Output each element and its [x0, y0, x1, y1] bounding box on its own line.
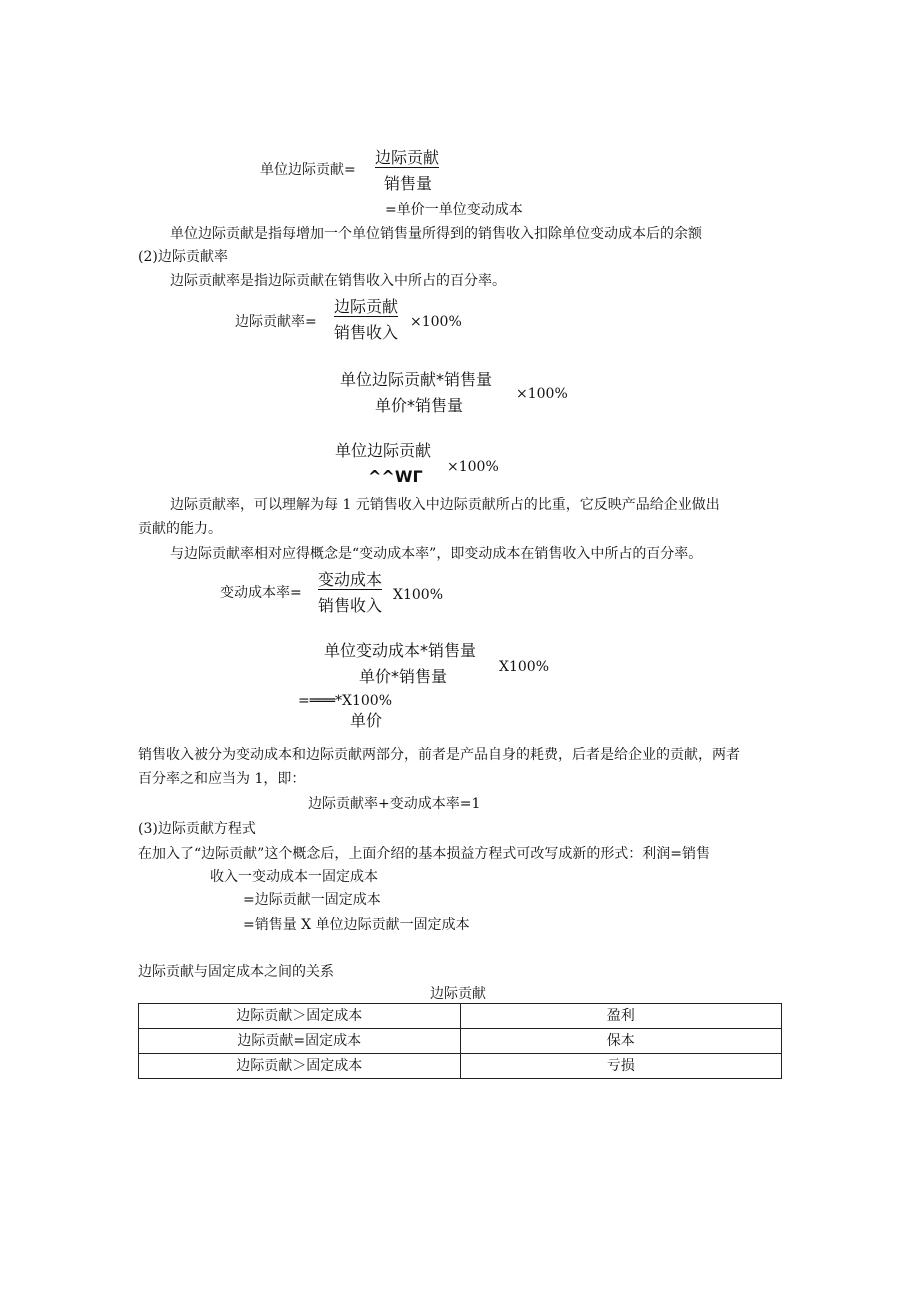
table-caption: 边际贡献	[430, 986, 486, 1002]
variable-rate-times: X100%	[393, 587, 443, 603]
table-cell-condition: 边际贡献＞固定成本	[139, 1004, 461, 1029]
cost-split-line2: 百分率之和应当为 1，即：	[138, 771, 306, 787]
table-cell-result: 亏损	[460, 1054, 782, 1079]
variable-rate-definition: 与边际贡献率相对应得概念是“变动成本率”，即变动成本在销售收入中所占的百分率。	[170, 546, 703, 562]
margin-rate-denominator: 销售收入	[334, 323, 399, 342]
variable-rate-step2-denominator: 单价*销售量	[359, 667, 448, 686]
variable-rate-step3-line: =═══*X100%	[298, 693, 393, 709]
table-row	[139, 1054, 782, 1079]
unit-margin-numerator: 边际贡献	[375, 148, 440, 167]
variable-rate-formula-label: 变动成本率=	[220, 585, 302, 601]
unit-margin-formula-label: 单位边际贡献=	[260, 162, 356, 178]
table-row	[139, 1029, 782, 1054]
heading-margin-equation: (3)边际贡献方程式	[138, 821, 256, 837]
relationship-section-title: 边际贡献与固定成本之间的关系	[138, 964, 334, 980]
relationship-table	[138, 1003, 782, 1079]
rate-sum-formula: 边际贡献率+变动成本率=1	[308, 796, 481, 812]
equation-line-3: =销售量 X 单位边际贡献一固定成本	[243, 917, 470, 933]
margin-rate-meaning-line1: 边际贡献率，可以理解为每 1 元销售收入中边际贡献所占的比重，它反映产品给企业做出	[170, 497, 720, 513]
unit-margin-result: =单价一单位变动成本	[385, 202, 523, 218]
heading-margin-rate: (2)边际贡献率	[138, 249, 228, 265]
variable-rate-denominator: 销售收入	[318, 596, 383, 615]
table-cell-result: 保本	[460, 1029, 782, 1054]
margin-rate-step2-times: ×100%	[516, 386, 568, 402]
margin-rate-numerator: 边际贡献	[334, 297, 399, 316]
table-cell-condition: 边际贡献=固定成本	[139, 1029, 461, 1054]
unit-margin-denominator: 销售量	[384, 174, 433, 193]
unit-margin-definition: 单位边际贡献是指每增加一个单位销售量所得到的销售收入扣除单位变动成本后的余额	[170, 226, 702, 242]
variable-rate-step2-times: X100%	[499, 659, 549, 675]
cost-split-line1: 销售收入被分为变动成本和边际贡献两部分，前者是产品自身的耗费，后者是给企业的贡献，两者	[138, 747, 740, 763]
table-cell-result: 盈利	[460, 1004, 782, 1029]
variable-rate-step3-denominator: 单价	[350, 711, 383, 730]
margin-rate-meaning-line2: 贡献的能力。	[138, 521, 222, 537]
margin-rate-step3-denominator: ^^WΓ	[368, 467, 423, 486]
equation-intro-line2: 收入一变动成本一固定成本	[210, 869, 378, 885]
margin-rate-step2-denominator: 单价*销售量	[375, 396, 464, 415]
margin-rate-times: ×100%	[410, 314, 462, 330]
margin-rate-step3-times: ×100%	[447, 459, 499, 475]
equation-intro-line1: 在加入了“边际贡献”这个概念后，上面介绍的基本损益方程式可改写成新的形式：利润=销售	[138, 846, 711, 862]
margin-rate-definition: 边际贡献率是指边际贡献在销售收入中所占的百分率。	[170, 273, 506, 289]
equation-line-2: =边际贡献一固定成本	[243, 892, 381, 908]
variable-rate-step2-numerator: 单位变动成本*销售量	[324, 641, 477, 660]
table-cell-condition: 边际贡献＞固定成本	[139, 1054, 461, 1079]
table-row	[139, 1004, 782, 1029]
variable-rate-numerator: 变动成本	[318, 570, 383, 589]
margin-rate-step3-numerator: 单位边际贡献	[335, 441, 432, 460]
margin-rate-step2-numerator: 单位边际贡献*销售量	[340, 370, 493, 389]
margin-rate-formula-label: 边际贡献率=	[235, 314, 317, 330]
